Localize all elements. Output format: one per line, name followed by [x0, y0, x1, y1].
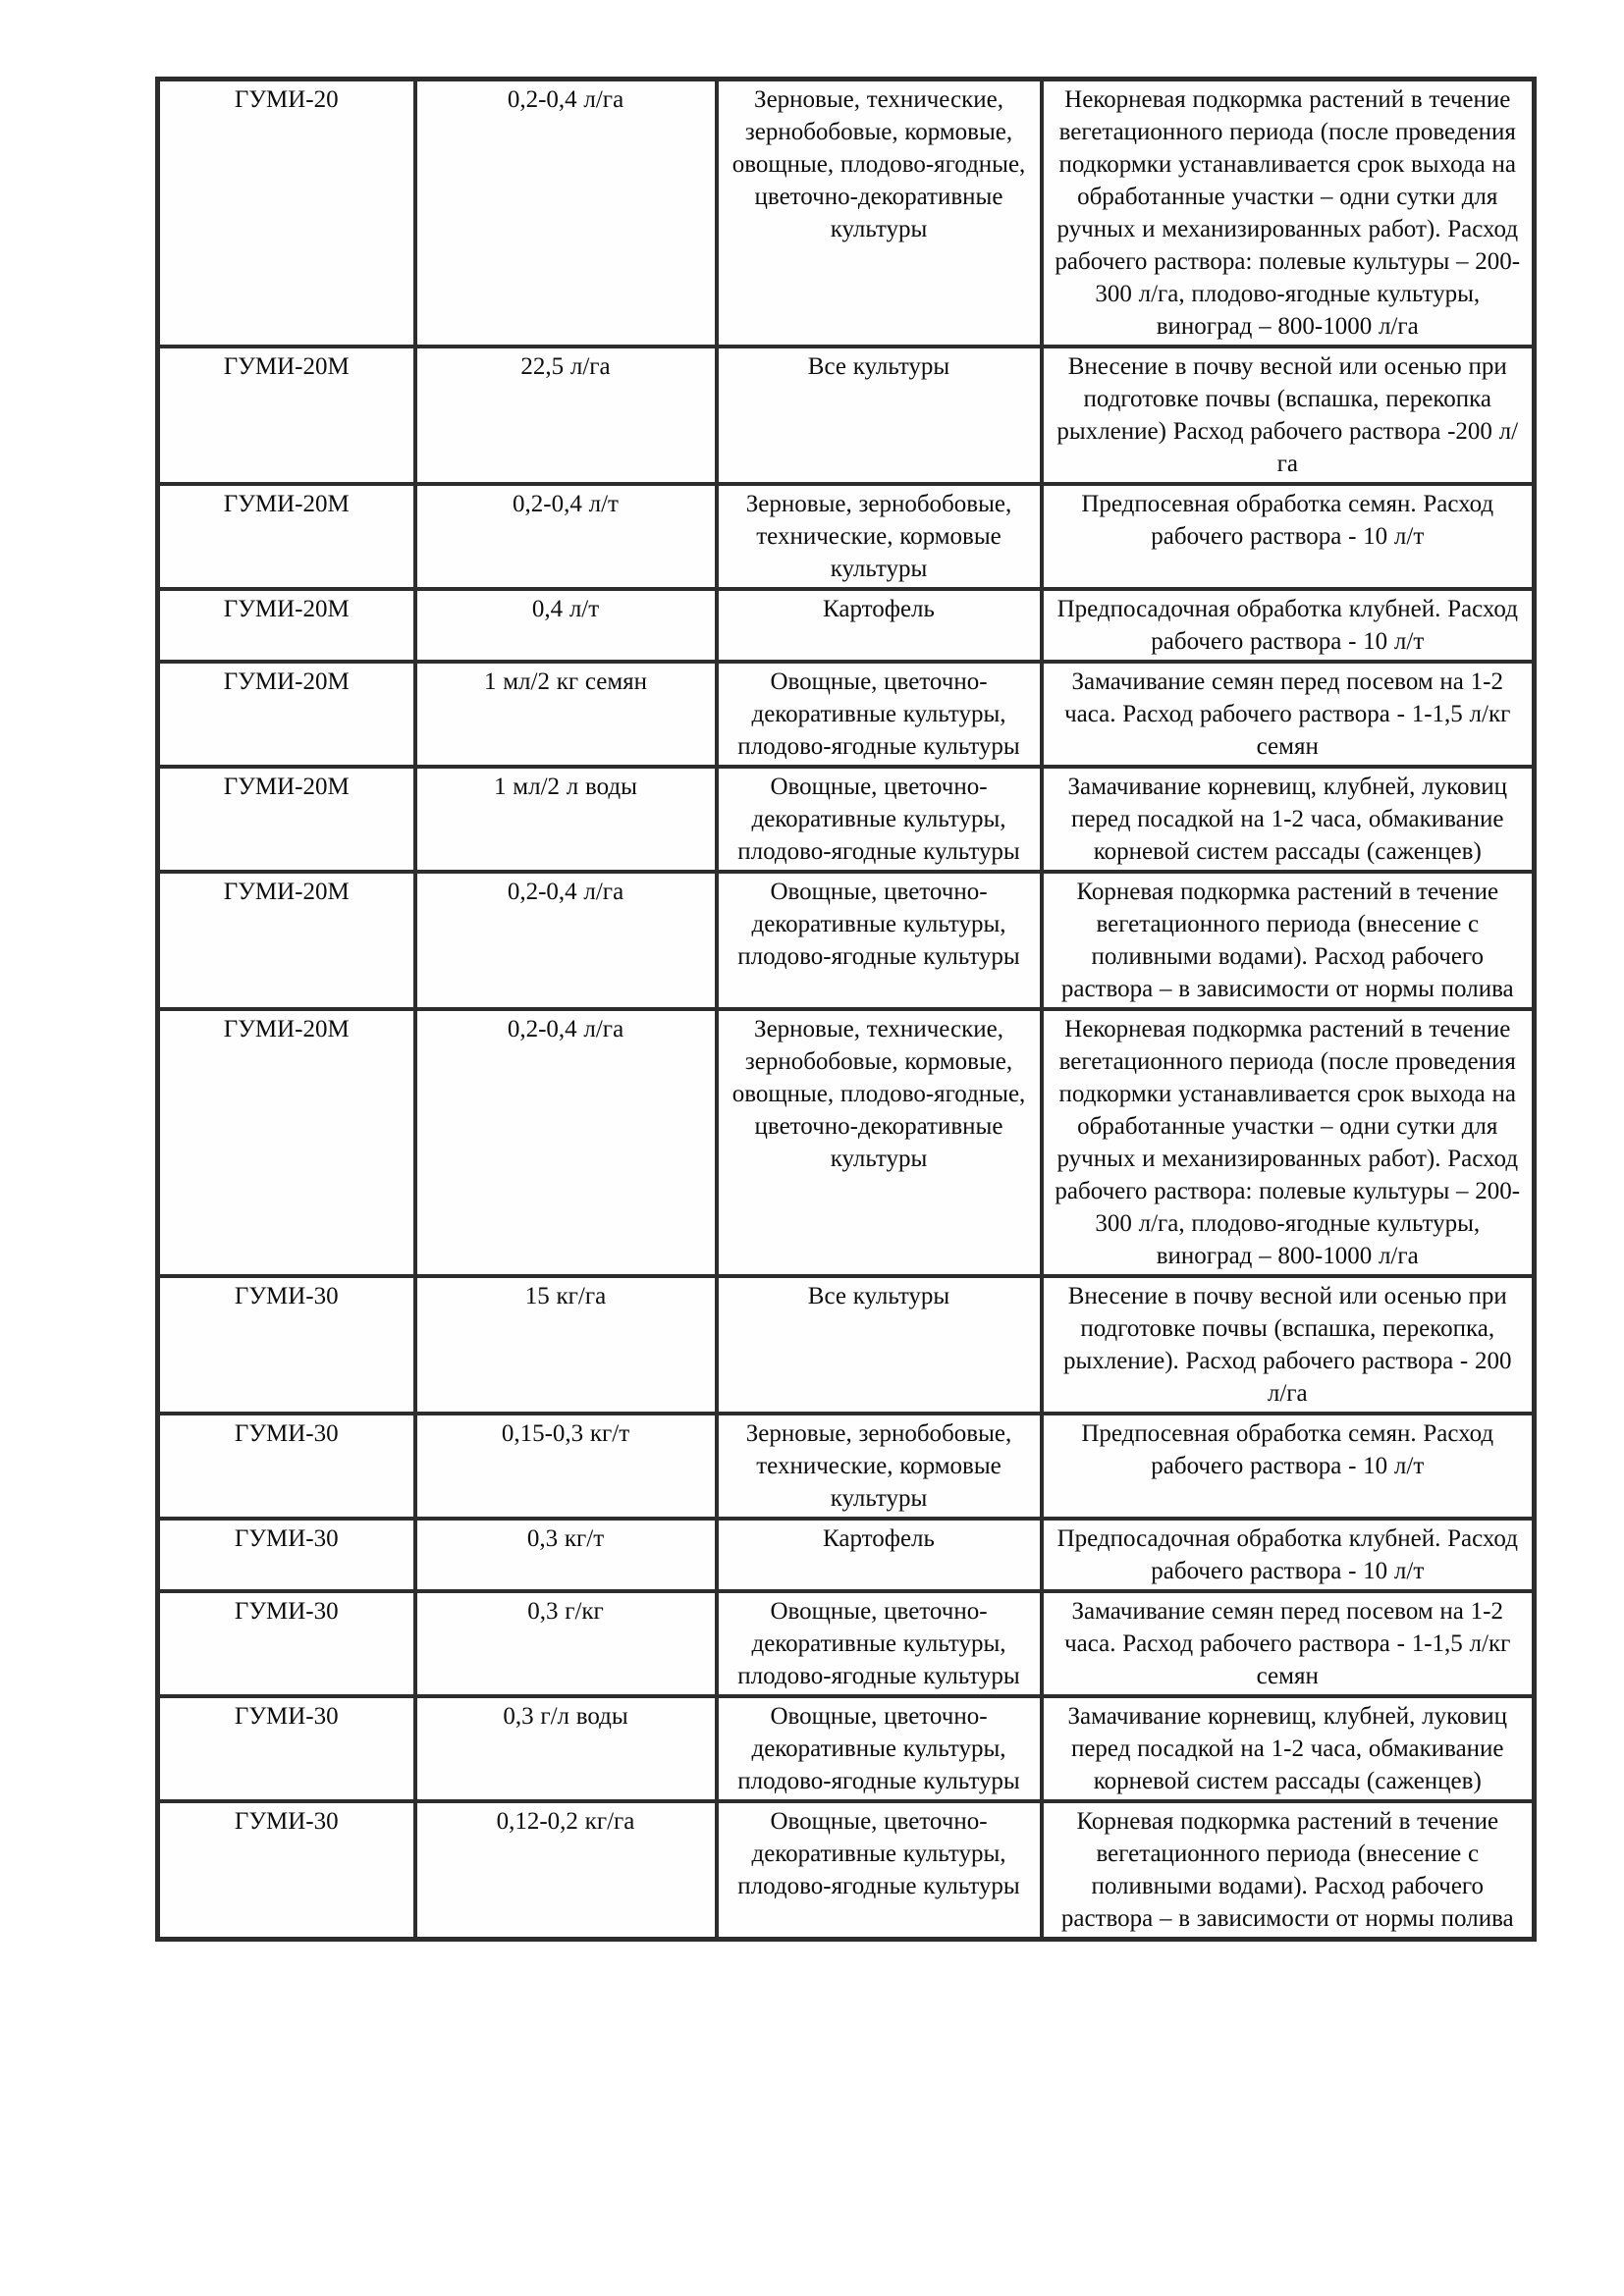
preparation-cell: ГУМИ-30: [158, 1519, 415, 1591]
table-row: [158, 1519, 1535, 1591]
application-cell: Замачивание корневищ, клубней, луковиц перед посадкой на 1-2 часа, обмакивание корневой систем рассады (саженцев): [1042, 1696, 1535, 1801]
crops-cell: Овощные, цветочно-декоративные культуры, плодово-ягодные культуры: [717, 1696, 1042, 1801]
crops-cell: Зерновые, технические, зернобобовые, кормовые, овощные, плодово-ягодные, цветочно-декоративные культуры: [717, 80, 1042, 347]
application-cell: Корневая подкормка растений в течение вегетационного периода (внесение с поливными водами). Расход рабочего раствора – в зависимости от нормы полива: [1042, 872, 1535, 1009]
application-cell: Внесение в почву весной или осенью при подготовке почвы (вспашка, перекопка рыхление) Расход рабочего раствора -200 л/га: [1042, 347, 1535, 484]
application-cell: Некорневая подкормка растений в течение вегетационного периода (после проведения подкормки устанавливается срок выхода на обработанные участки – одни сутки для ручных и механизированных работ). Расход рабочего раствора: полевые культуры – 200-300 л/га, плодово-ягодные культуры, виноград – 800-1000 л/га: [1042, 1009, 1535, 1276]
table-row: [158, 589, 1535, 662]
preparation-cell: ГУМИ-30: [158, 1591, 415, 1696]
crops-cell: Овощные, цветочно-декоративные культуры, плодово-ягодные культуры: [717, 662, 1042, 767]
rate-cell: 0,12-0,2 кг/га: [415, 1801, 717, 1940]
table-row: [158, 662, 1535, 767]
rate-cell: 0,3 кг/т: [415, 1519, 717, 1591]
preparation-cell: ГУМИ-20М: [158, 662, 415, 767]
rate-cell: 1 мл/2 л воды: [415, 767, 717, 872]
crops-cell: Овощные, цветочно-декоративные культуры, плодово-ягодные культуры: [717, 767, 1042, 872]
crops-cell: Все культуры: [717, 347, 1042, 484]
crops-cell: Овощные, цветочно-декоративные культуры, плодово-ягодные культуры: [717, 872, 1042, 1009]
preparation-cell: ГУМИ-30: [158, 1696, 415, 1801]
application-cell: Внесение в почву весной или осенью при подготовке почвы (вспашка, перекопка, рыхление). Расход рабочего раствора - 200 л/га: [1042, 1276, 1535, 1414]
table-body: [158, 80, 1535, 1940]
application-cell: Предпосевная обработка семян. Расход рабочего раствора - 10 л/т: [1042, 1414, 1535, 1519]
crops-cell: Картофель: [717, 589, 1042, 662]
preparation-cell: ГУМИ-20: [158, 80, 415, 347]
crops-cell: Зерновые, зернобобовые, технические, кормовые культуры: [717, 484, 1042, 589]
preparation-cell: ГУМИ-20М: [158, 1009, 415, 1276]
crops-cell: Овощные, цветочно-декоративные культуры, плодово-ягодные культуры: [717, 1591, 1042, 1696]
table-row: [158, 1591, 1535, 1696]
preparation-cell: ГУМИ-30: [158, 1414, 415, 1519]
rate-cell: 0,3 г/л воды: [415, 1696, 717, 1801]
application-cell: Корневая подкормка растений в течение вегетационного периода (внесение с поливными водами). Расход рабочего раствора – в зависимости от нормы полива: [1042, 1801, 1535, 1940]
application-cell: Предпосадочная обработка клубней. Расход рабочего раствора - 10 л/т: [1042, 589, 1535, 662]
preparation-cell: ГУМИ-30: [158, 1276, 415, 1414]
table-row: [158, 872, 1535, 1009]
rate-cell: 0,2-0,4 л/га: [415, 80, 717, 347]
rate-cell: 1 мл/2 кг семян: [415, 662, 717, 767]
preparation-cell: ГУМИ-30: [158, 1801, 415, 1940]
application-cell: Замачивание корневищ, клубней, луковиц перед посадкой на 1-2 часа, обмакивание корневой систем рассады (саженцев): [1042, 767, 1535, 872]
table-row: [158, 1414, 1535, 1519]
rate-cell: 15 кг/га: [415, 1276, 717, 1414]
rate-cell: 0,4 л/т: [415, 589, 717, 662]
rate-cell: 0,2-0,4 л/га: [415, 872, 717, 1009]
rate-cell: 22,5 л/га: [415, 347, 717, 484]
application-cell: Замачивание семян перед посевом на 1-2 часа. Расход рабочего раствора - 1-1,5 л/кг семян: [1042, 1591, 1535, 1696]
table-row: [158, 347, 1535, 484]
preparation-cell: ГУМИ-20М: [158, 767, 415, 872]
table-row: [158, 1009, 1535, 1276]
application-cell: Замачивание семян перед посевом на 1-2 часа. Расход рабочего раствора - 1-1,5 л/кг семян: [1042, 662, 1535, 767]
crops-cell: Зерновые, технические, зернобобовые, кормовые, овощные, плодово-ягодные, цветочно-декоративные культуры: [717, 1009, 1042, 1276]
crops-cell: Картофель: [717, 1519, 1042, 1591]
application-cell: Предпосевная обработка семян. Расход рабочего раствора - 10 л/т: [1042, 484, 1535, 589]
crops-cell: Все культуры: [717, 1276, 1042, 1414]
table-row: [158, 1801, 1535, 1940]
table-row: [158, 484, 1535, 589]
preparation-cell: ГУМИ-20М: [158, 484, 415, 589]
crops-cell: Овощные, цветочно-декоративные культуры, плодово-ягодные культуры: [717, 1801, 1042, 1940]
application-rates-table: [155, 77, 1537, 1942]
table-row: [158, 1696, 1535, 1801]
table-row: [158, 1276, 1535, 1414]
rate-cell: 0,2-0,4 л/т: [415, 484, 717, 589]
rate-cell: 0,2-0,4 л/га: [415, 1009, 717, 1276]
rate-cell: 0,3 г/кг: [415, 1591, 717, 1696]
table-row: [158, 767, 1535, 872]
rate-cell: 0,15-0,3 кг/т: [415, 1414, 717, 1519]
preparation-cell: ГУМИ-20М: [158, 589, 415, 662]
preparation-cell: ГУМИ-20М: [158, 872, 415, 1009]
preparation-cell: ГУМИ-20М: [158, 347, 415, 484]
crops-cell: Зерновые, зернобобовые, технические, кормовые культуры: [717, 1414, 1042, 1519]
table-row: [158, 80, 1535, 347]
application-cell: Некорневая подкормка растений в течение вегетационного периода (после проведения подкормки устанавливается срок выхода на обработанные участки – одни сутки для ручных и механизированных работ). Расход рабочего раствора: полевые культуры – 200-300 л/га, плодово-ягодные культуры, виноград – 800-1000 л/га: [1042, 80, 1535, 347]
application-cell: Предпосадочная обработка клубней. Расход рабочего раствора - 10 л/т: [1042, 1519, 1535, 1591]
